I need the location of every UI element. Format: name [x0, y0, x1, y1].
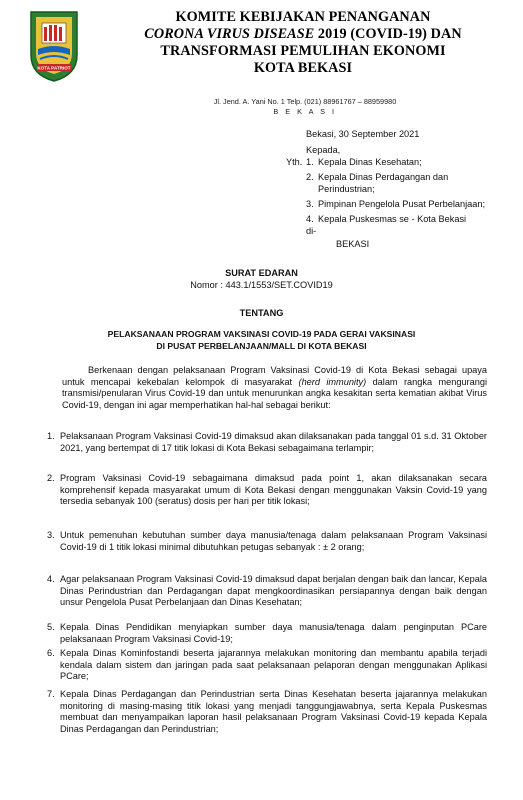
letter-date: Bekasi, 30 September 2021	[306, 129, 420, 139]
item-number: 7.	[47, 689, 55, 699]
list-item	[47, 473, 487, 508]
list-item	[47, 574, 487, 609]
recipient-2-text-cont: Perindustrian;	[318, 183, 375, 194]
recipient-2-num: 2.	[306, 172, 314, 182]
recipient-3-text: Pimpinan Pengelola Pusat Perbelanjaan;	[318, 199, 486, 209]
recipient-1-num: 1.	[306, 157, 314, 167]
item-number: 3.	[47, 530, 55, 540]
title-line-2-italic: CORONA VIRUS DISEASE	[144, 26, 315, 42]
subject-line-2: DI PUSAT PERBELANJAAN/MALL DI KOTA BEKASI	[156, 341, 367, 351]
tentang-heading: TENTANG	[239, 308, 284, 318]
di-label: di-	[306, 225, 317, 236]
kota-bekasi-logo	[28, 9, 80, 83]
title-line-2	[97, 26, 509, 43]
item-text: Untuk pemenuhan kebutuhan sumber daya manusia/tenaga dalam pelaksanaan Program Vaksinasi Covid-19 di 1 titik lokasi minimal dibutuhkan petugas sebanyak : ± 2 orang;	[60, 530, 487, 552]
list-item	[47, 431, 487, 454]
item-number: 4.	[47, 574, 55, 584]
item-number: 1.	[47, 431, 55, 441]
list-item	[47, 689, 487, 735]
item-text: Agar pelaksanaan Program Vaksinasi Covid-19 dimaksud dapat berjalan dengan baik dan lancar, Kepala Dinas Perindustrian dan Perdagangan dapat mengkoordinasikan persiapannya dengan baik dengan unsur Pengelola Pusat Perbelanjaan dan Dinas Kesehatan;	[60, 574, 487, 608]
kepada-label: Kepada,	[306, 145, 341, 155]
intro-paragraph	[62, 365, 487, 411]
item-text: Pelaksanaan Program Vaksinasi Covid-19 dimaksud akan dilaksanakan pada tanggal 01 s.d. 31 Oktober 2021, yang bertempat di 17 titik lokasi di Kota Bekasi sebagaimana terlampir;	[60, 431, 487, 453]
intro-text-2: dalam rangka mengurangi transmisi/penularan Virus Covid-19 dan untuk menurunkan angka kesakitan serta kematian akibat Virus Covid-19, dengan ini agar memperhatikan hal-hal sebagai berikut:	[62, 376, 487, 410]
address-city: B E K A S I	[273, 107, 337, 116]
recipient-3-num: 3.	[306, 199, 314, 209]
list-item	[47, 648, 487, 683]
item-number: 5.	[47, 622, 55, 632]
recipient-4-num: 4.	[306, 214, 314, 224]
list-item	[47, 622, 487, 645]
list-item	[47, 530, 487, 553]
item-text: Kepala Dinas Kominfostandi beserta jajarannya melakukan monitoring dan membantu apabila terjadi kendala dalam sistem dan jaringan pada saat pelaksanaan pelaporan dengan menggunakan Aplikasi PCare;	[60, 648, 487, 682]
title-line-2-rest: 2019 (COVID-19) DAN	[314, 26, 462, 42]
address-line: Jl. Jend. A. Yani No. 1 Telp. (021) 88961767 – 88959980	[213, 97, 397, 106]
item-text: Program Vaksinasi Covid-19 sebagaimana dimaksud pada point 1, akan dilaksanakan secara komprehensif kepada masyarakat umum di Kota Bekasi dengan menggunakan Vaksin Covid-19 yang tersedia sebanyak 100 (seratus) dosis per hari per titik lokasi;	[60, 473, 487, 507]
title-line-3: TRANSFORMASI PEMULIHAN EKONOMI	[160, 43, 446, 59]
title-line-4: KOTA BEKASI	[253, 60, 353, 76]
subject-line-1: PELAKSANAAN PROGRAM VAKSINASI COVID-19 PADA GERAI VAKSINASI	[107, 329, 416, 339]
intro-text-1: Berkenaan dengan pelaksanaan Program Vaksinasi Covid-19 di Kota Bekasi sebagai upaya untuk mencapai kekebalan kelompok di masyarakat	[62, 365, 487, 387]
document-number: Nomor : 443.1/1553/SET.COVID19	[190, 280, 333, 290]
item-number: 2.	[47, 473, 55, 483]
recipient-4-text: Kepala Puskesmas se - Kota Bekasi	[318, 214, 467, 224]
yth-label: Yth.	[286, 157, 303, 167]
destination-city: BEKASI	[336, 239, 370, 249]
title-line-1: KOMITE KEBIJAKAN PENANGANAN	[175, 9, 431, 25]
item-number: 6.	[47, 648, 55, 658]
item-text: Kepala Dinas Perdagangan dan Perindustrian serta Dinas Kesehatan beserta jajarannya melakukan monitoring di masing-masing titik lokasi yang menjadi tanggungjawabnya, serta Kepala Puskesmas membuat dan menyampaikan laporan hasil pelaksanaan Program Vaksinasi Covid-19 kepada Kepala Dinas Perdagangan dan Perindustrian;	[60, 689, 487, 734]
recipient-1-text: Kepala Dinas Kesehatan;	[318, 157, 422, 167]
logo-caption: KOTA PATRIOT	[37, 65, 71, 71]
document-type: SURAT EDARAN	[225, 268, 298, 278]
recipient-2-text: Kepala Dinas Perdagangan dan	[318, 172, 449, 182]
intro-italic-term: (herd immunity)	[298, 376, 367, 387]
letterhead-title	[97, 9, 509, 77]
letterhead-address	[160, 97, 450, 117]
item-text: Kepala Dinas Pendidikan menyiapkan sumber daya manusia/tenaga dalam penginputan PCare pelaksanaan Program Vaksinasi Covid-19;	[60, 622, 487, 644]
